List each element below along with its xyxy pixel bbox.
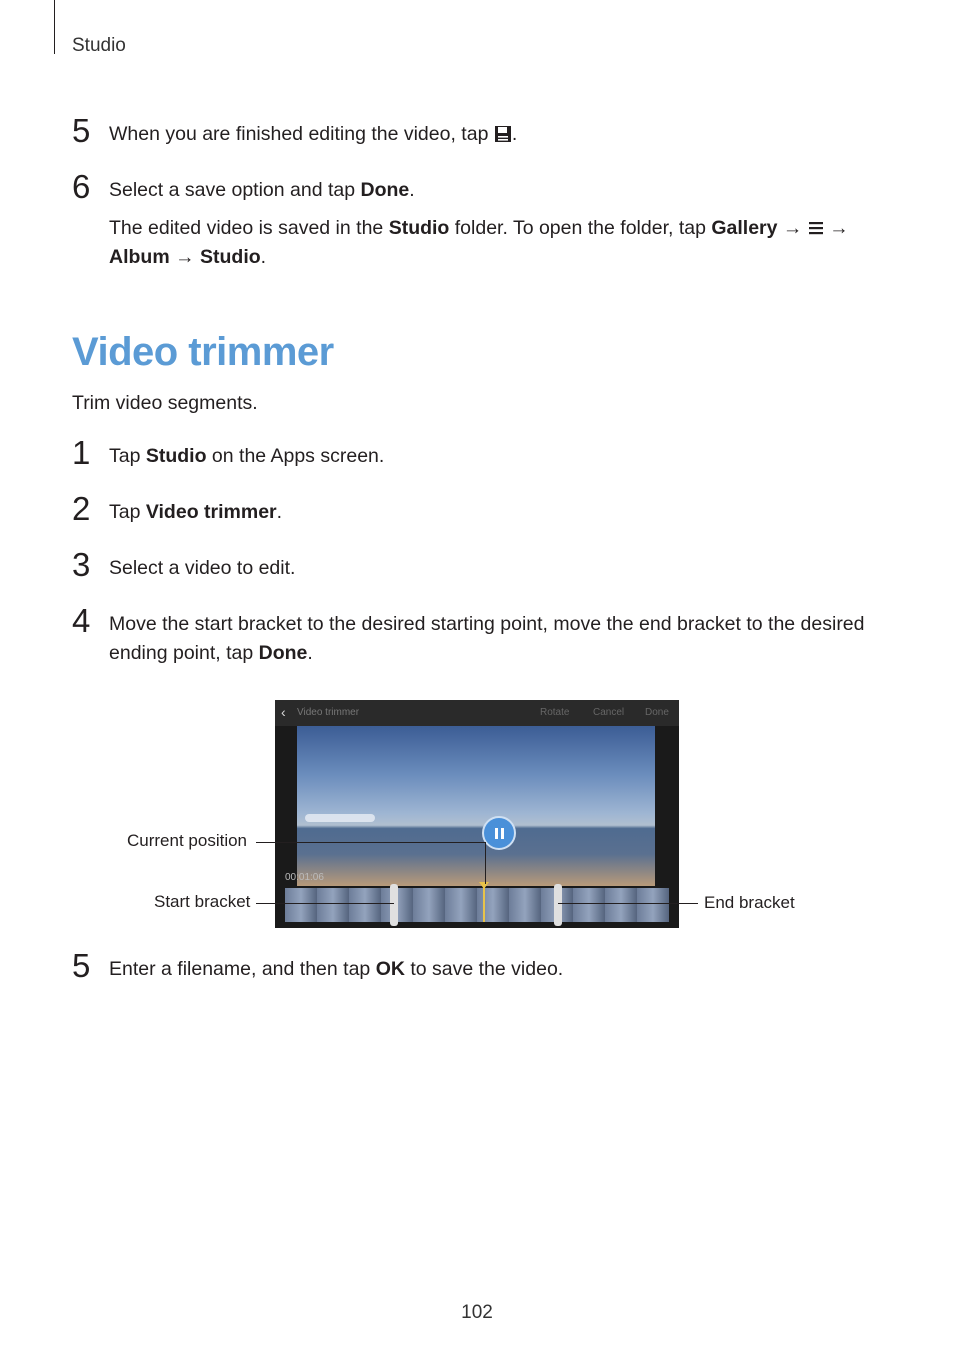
app-title: Video trimmer (297, 707, 360, 718)
save-icon (494, 125, 512, 143)
video-preview (297, 726, 655, 886)
step-number: 5 (72, 112, 91, 149)
leader-line (485, 842, 486, 884)
step-number: 2 (72, 490, 91, 527)
cloud (305, 814, 375, 822)
step-number: 5 (72, 947, 91, 984)
section-intro: Trim video segments. (72, 392, 258, 414)
section-title: Video trimmer (72, 330, 334, 374)
video-trimmer-screenshot (275, 700, 679, 928)
filmstrip[interactable] (285, 888, 669, 922)
menu-icon (808, 220, 824, 236)
callout-current-position: Current position (127, 831, 248, 850)
start-bracket[interactable] (390, 884, 398, 926)
leader-line (558, 903, 698, 904)
saved-note: The edited video is saved in the Studio folder. To open the folder, tap Gallery → → Album → Studio. (109, 217, 849, 268)
leader-line (256, 842, 486, 843)
done-button[interactable]: Done (645, 707, 669, 718)
step-number: 6 (72, 168, 91, 205)
position-marker-icon (479, 882, 489, 889)
app-bar (275, 700, 679, 726)
leader-line (256, 903, 394, 904)
step-text: When you are finished editing the video, tap (109, 123, 494, 145)
page-number: 102 (461, 1302, 493, 1323)
pause-icon[interactable] (482, 816, 516, 850)
margin-rule (54, 0, 55, 54)
end-bracket[interactable] (554, 884, 562, 926)
step-number: 3 (72, 546, 91, 583)
section-header: Studio (72, 35, 126, 56)
callout-start-bracket: Start bracket (154, 892, 251, 911)
rotate-button[interactable]: Rotate (540, 707, 570, 718)
step-number: 1 (72, 434, 91, 471)
timecode: 00:01:06 (285, 872, 324, 883)
cancel-button[interactable]: Cancel (593, 707, 625, 718)
back-icon[interactable]: ‹ (281, 704, 286, 720)
position-cursor[interactable] (483, 886, 485, 922)
callout-end-bracket: End bracket (704, 893, 795, 912)
step-number: 4 (72, 602, 91, 639)
